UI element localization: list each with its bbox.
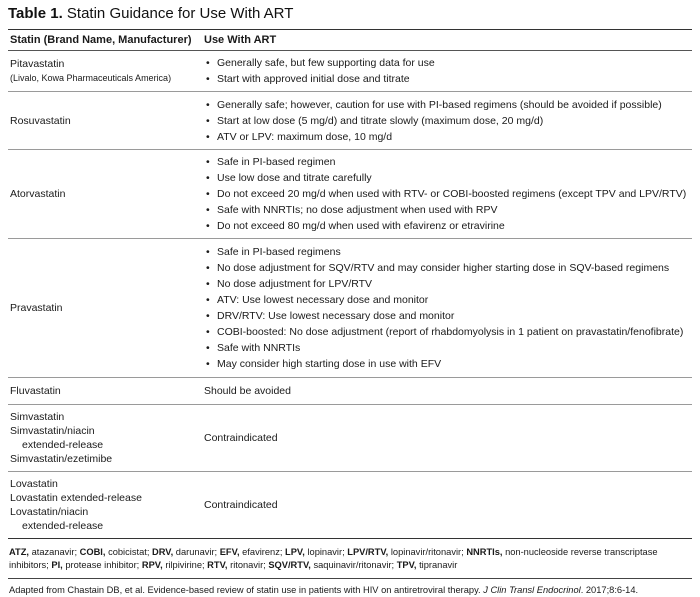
list-item: • COBI-boosted: No dose adjustment (report of rhabdomyolysis in 1 patient on pravastatin/fenofibrate) xyxy=(204,324,692,340)
guidance-list xyxy=(204,55,692,87)
abbreviation-definition: lopinavir/ritonavir; xyxy=(390,547,464,557)
abbreviation-definition: efavirenz; xyxy=(242,547,283,557)
abbreviation-definition: protease inhibitor; xyxy=(65,560,140,570)
table-row xyxy=(8,405,692,472)
guidance-list xyxy=(204,97,692,145)
abbreviation-definition: saquinavir/ritonavir; xyxy=(313,560,395,570)
statin-cell xyxy=(8,114,200,128)
statin-name-continued: extended-release xyxy=(22,520,104,532)
statin-brand: (Livalo, Kowa Pharmaceuticals America) xyxy=(10,73,172,83)
list-item: • Start with approved initial dose and titrate xyxy=(204,71,692,87)
statin-name: Atorvastatin xyxy=(10,188,66,200)
list-item: • Do not exceed 80 mg/d when used with efavirenz or etravirine xyxy=(204,218,692,234)
table-row xyxy=(8,150,692,239)
guidance-cell xyxy=(200,55,692,87)
list-item: • DRV/RTV: Use lowest necessary dose and monitor xyxy=(204,308,692,324)
abbreviation-term: RTV, xyxy=(207,560,228,570)
abbreviation-term: DRV, xyxy=(152,547,174,557)
table-row xyxy=(8,239,692,378)
header-statin: Statin (Brand Name, Manufacturer) xyxy=(10,34,192,46)
abbreviation-term: COBI, xyxy=(79,547,106,557)
abbreviation-term: SQV/RTV, xyxy=(268,560,311,570)
guidance-cell: Contraindicated xyxy=(204,432,278,444)
list-item: • Safe with NNRTIs xyxy=(204,340,692,356)
list-item: • Safe with NNRTIs; no dose adjustment when used with RPV xyxy=(204,202,692,218)
abbreviation-definition: atazanavir; xyxy=(31,547,78,557)
statin-cell xyxy=(8,384,200,398)
statin-name: Lovastatin extended-release xyxy=(10,492,142,504)
abbreviation-term: LPV/RTV, xyxy=(347,547,389,557)
list-item: • No dose adjustment for LPV/RTV xyxy=(204,276,692,292)
abbreviation-term: NNRTIs, xyxy=(466,547,503,557)
statin-table xyxy=(8,29,692,539)
list-item: • Generally safe, but few supporting data for use xyxy=(204,55,692,71)
divider xyxy=(8,578,692,579)
statin-cell xyxy=(8,57,200,85)
guidance-cell: Should be avoided xyxy=(204,385,291,397)
abbreviation-definition: darunavir; xyxy=(175,547,218,557)
table-row xyxy=(8,378,692,405)
abbreviation-definition: non-nucleoside reverse transcriptase inhibitors; xyxy=(9,547,658,570)
table-row xyxy=(8,92,692,150)
guidance-list xyxy=(204,244,692,372)
source-suffix: . 2017;8:6-14. xyxy=(580,585,639,595)
list-item: • ATV: Use lowest necessary dose and monitor xyxy=(204,292,692,308)
statin-cell xyxy=(8,301,200,315)
header-use-with-art: Use With ART xyxy=(204,34,277,46)
statin-name: Lovastatin/niacin xyxy=(10,506,89,518)
statin-name: Fluvastatin xyxy=(10,385,61,397)
guidance-list xyxy=(204,154,692,234)
source-prefix: Adapted from Chastain DB, et al. Evidence-based review of statin use in patients with HIV on antiretroviral therapy. xyxy=(9,585,481,595)
abbreviation-definition: cobicistat; xyxy=(108,547,150,557)
guidance-cell xyxy=(200,244,692,372)
guidance-cell: Contraindicated xyxy=(204,499,278,511)
abbreviation-definition: rilpivirine; xyxy=(165,560,205,570)
list-item: • Safe in PI-based regimens xyxy=(204,244,692,260)
table-header xyxy=(8,30,692,51)
abbreviation-definition: tipranavir xyxy=(419,560,458,570)
abbreviation-term: RPV, xyxy=(141,560,163,570)
statin-name: Pitavastatin xyxy=(10,58,65,70)
list-item: • ATV or LPV: maximum dose, 10 mg/d xyxy=(204,129,692,145)
source-citation xyxy=(8,584,692,597)
list-item: • No dose adjustment for SQV/RTV and may consider higher starting dose in SQV-based regimens xyxy=(204,260,692,276)
table-row xyxy=(8,51,692,92)
statin-name: Lovastatin xyxy=(10,478,58,490)
abbreviation-term: PI, xyxy=(51,560,63,570)
abbreviation-term: TPV, xyxy=(396,560,417,570)
guidance-cell xyxy=(200,97,692,145)
statin-name-continued: extended-release xyxy=(22,439,104,451)
abbreviations-footnote xyxy=(8,546,693,572)
statin-cell xyxy=(8,477,200,533)
table-row xyxy=(8,472,692,539)
list-item: • Do not exceed 20 mg/d when used with RTV- or COBI-boosted regimens (except TPV and LPV/RTV) xyxy=(204,186,692,202)
list-item: • Use low dose and titrate carefully xyxy=(204,170,692,186)
statin-name: Simvastatin/ezetimibe xyxy=(10,453,113,465)
list-item: • Generally safe; however, caution for use with PI-based regimens (should be avoided if possible) xyxy=(204,97,692,113)
list-item: • Start at low dose (5 mg/d) and titrate slowly (maximum dose, 20 mg/d) xyxy=(204,113,692,129)
abbreviation-definition: ritonavir; xyxy=(230,560,266,570)
source-journal: J Clin Transl Endocrinol xyxy=(483,585,581,595)
table-title-text: Statin Guidance for Use With ART xyxy=(66,5,294,22)
guidance-cell xyxy=(200,154,692,234)
abbreviation-term: LPV, xyxy=(285,547,305,557)
statin-cell xyxy=(8,410,200,466)
statin-cell xyxy=(8,187,200,201)
abbreviation-term: ATZ, xyxy=(9,547,29,557)
table-number: Table 1. xyxy=(8,5,63,22)
abbreviation-term: EFV, xyxy=(219,547,240,557)
abbreviation-definition: lopinavir; xyxy=(307,547,345,557)
list-item: • Safe in PI-based regimen xyxy=(204,154,692,170)
list-item: • May consider high starting dose in use with EFV xyxy=(204,356,692,372)
statin-name: Simvastatin/niacin xyxy=(10,425,95,437)
table-title xyxy=(8,4,692,24)
statin-name: Simvastatin xyxy=(10,411,65,423)
statin-name: Rosuvastatin xyxy=(10,114,71,127)
statin-name: Pravastatin xyxy=(10,302,63,314)
